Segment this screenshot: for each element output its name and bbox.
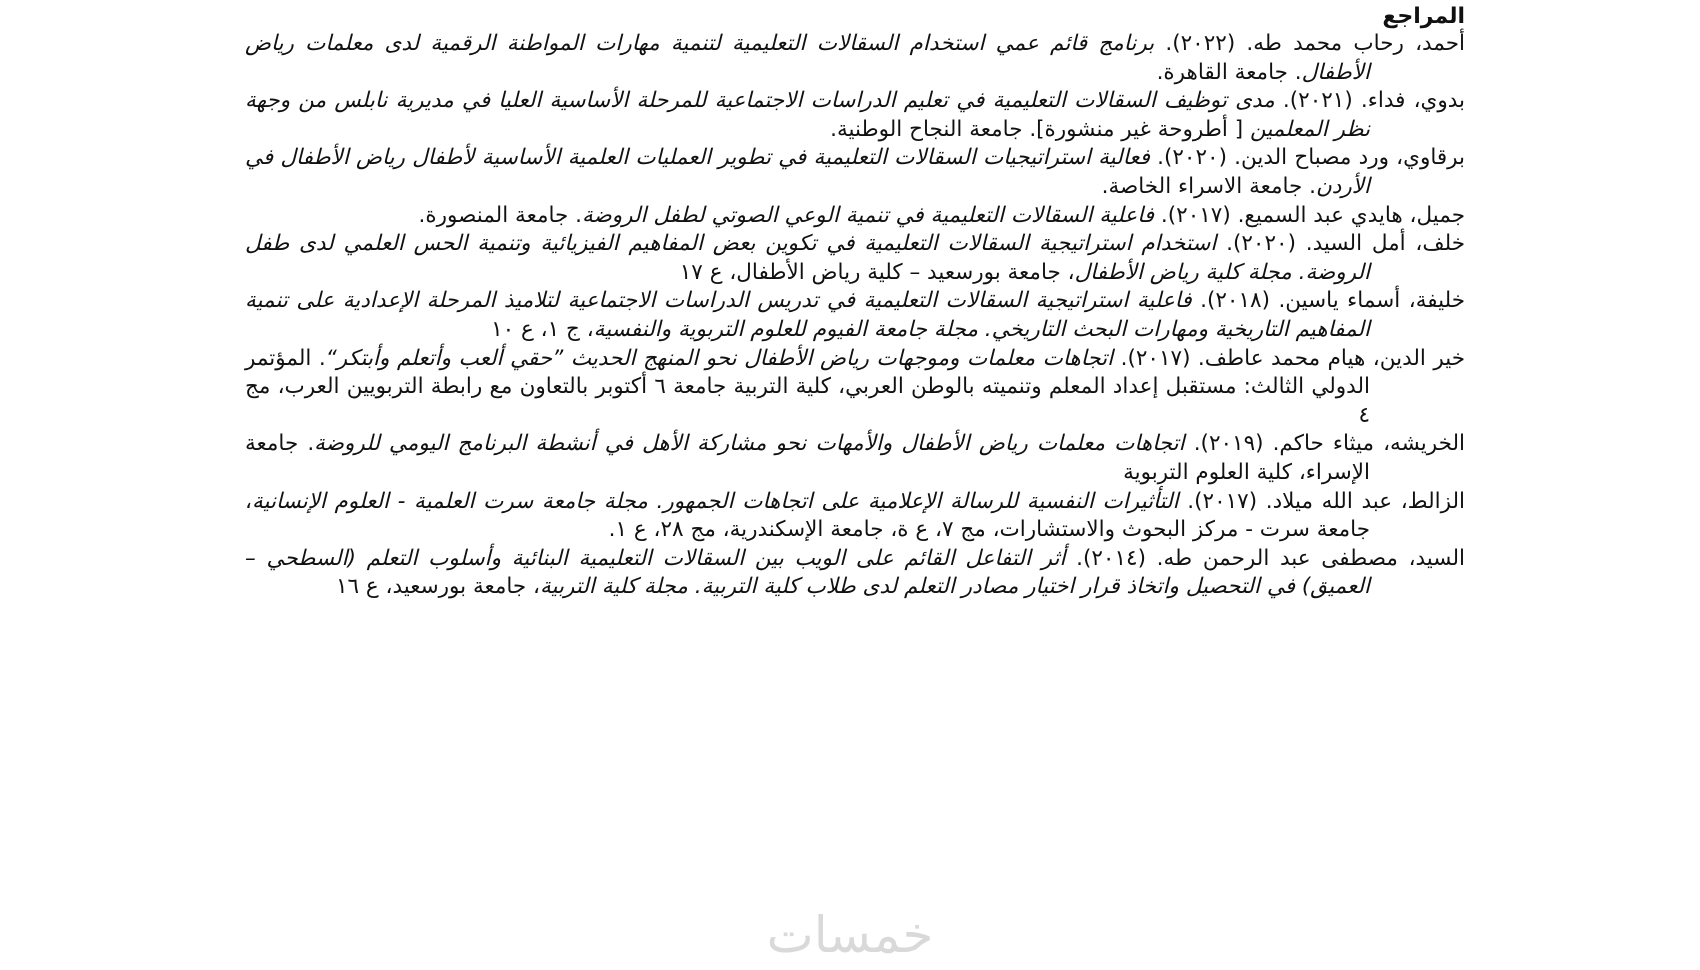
reference-title: فاعلية السقالات التعليمية في تنمية الوعي الصوتي لطفل الروضة	[581, 202, 1155, 228]
reference-source: ، جامعة سرت - مركز البحوث والاستشارات، مج ٧، ع ة، جامعة الإسكندرية، مج ٢٨، ع ١.	[245, 488, 1370, 543]
reference-title: التأثيرات النفسية للرسالة الإعلامية على اتجاهات الجمهور. مجلة جامعة سرت العلمية - العلوم الإنسانية	[251, 488, 1179, 514]
reference-entry	[245, 202, 1465, 231]
reference-source: ، ج ١، ع ١٠	[491, 316, 594, 342]
reference-entry	[245, 230, 1465, 287]
reference-author-year: خلف، أمل السيد. (٢٠٢٠).	[1216, 231, 1466, 257]
reference-author-year: خليفة، أسماء ياسين. (٢٠١٨).	[1191, 288, 1465, 314]
reference-entry	[245, 488, 1465, 545]
reference-entry	[245, 87, 1465, 144]
reference-title: أثر التفاعل القائم على الويب بين السقالات التعليمية البنائية وأسلوب التعلم (السطحي – العميق) في التحصيل واتخاذ قرار اختيار مصادر التعلم لدى طلاب كلية التربية. مجلة كلية التربية	[245, 545, 1370, 600]
watermark-logo: خمسات	[766, 906, 934, 964]
reference-author-year: جميل، هايدي عبد السميع. (٢٠١٧).	[1154, 202, 1465, 228]
reference-title: فاعلية استراتيجية السقالات التعليمية في تدريس الدراسات الاجتماعية لتلاميذ المرحلة الإعدادية على تنمية المفاهيم التاريخية ومهارات البحث التاريخي. مجلة جامعة الفيوم للعلوم التربوية والنفسية	[245, 288, 1370, 342]
reference-entry	[245, 144, 1465, 201]
reference-author-year: بدوي، فداء. (٢٠٢١).	[1274, 88, 1465, 114]
reference-author-year: أحمد، رحاب محمد طه. (٢٠٢٢).	[1154, 31, 1465, 56]
reference-title: استخدام استراتيجية السقالات التعليمية في تكوين بعض المفاهيم الفيزيائية وتنمية الحس العلمي لدى طفل الروضة. مجلة كلية رياض الأطفال	[245, 231, 1370, 285]
reference-author-year: السيد، مصطفى عبد الرحمن طه. (٢٠١٤).	[1065, 545, 1465, 571]
reference-entry	[245, 30, 1465, 87]
reference-source: ، جامعة بورسعيد – كلية رياض الأطفال، ع ١٧	[679, 259, 1075, 285]
reference-title: اتجاهات معلمات وموجهات رياض الأطفال نحو المنهج الحديث ”حقي ألعب وأتعلم وأبتكر“	[325, 345, 1114, 371]
reference-author-year: الزالط، عبد الله ميلاد. (٢٠١٧).	[1178, 488, 1465, 514]
reference-source: . جامعة الإسراء، كلية العلوم التربوية	[245, 431, 1370, 485]
reference-author-year: خير الدين، هيام محمد عاطف. (٢٠١٧).	[1113, 345, 1466, 371]
reference-entry	[245, 287, 1465, 344]
reference-source: . جامعة القاهرة.	[1156, 59, 1302, 85]
reference-list	[245, 30, 1465, 602]
reference-title: برنامج قائم عمي استخدام السقالات التعليمية لتنمية مهارات المواطنة الرقمية لدى معلمات رياض الأطفال	[245, 31, 1370, 85]
reference-entry	[245, 345, 1465, 431]
reference-source: . جامعة الاسراء الخاصة.	[1101, 173, 1317, 199]
references-document	[245, 4, 1465, 602]
reference-author-year: برقاوي، ورد مصباح الدين. (٢٠٢٠).	[1149, 145, 1465, 171]
reference-source: . المؤتمر الدولي الثالث: مستقبل إعداد المعلم وتنميته بالوطن العربي، كلية التربية جامعة ٦ أكتوبر بالتعاون مع رابطة التربويين العرب، مج ٤	[245, 345, 1370, 428]
reference-source: [ أطروحة غير منشورة]. جامعة النجاح الوطنية.	[830, 116, 1250, 142]
reference-source: . جامعة المنصورة.	[418, 202, 582, 228]
reference-title: فعالية استراتيجيات السقالات التعليمية في تطوير العمليات العلمية الأساسية لأطفال رياض الأطفال في الأردن	[245, 145, 1370, 199]
reference-author-year: الخريشه، ميثاء حاكم. (٢٠١٩).	[1184, 431, 1465, 457]
reference-entry	[245, 430, 1465, 487]
reference-title: اتجاهات معلمات رياض الأطفال والأمهات نحو مشاركة الأهل في أنشطة البرنامج اليومي للروضة	[314, 431, 1185, 457]
reference-source: ، جامعة بورسعيد، ع ١٦	[335, 574, 540, 600]
reference-title: مدى توظيف السقالات التعليمية في تعليم الدراسات الاجتماعية للمرحلة الأساسية العليا في مديرية نابلس من وجهة نظر المعلمين	[245, 88, 1370, 142]
references-heading: المراجع	[1382, 4, 1465, 29]
reference-entry	[245, 545, 1465, 602]
